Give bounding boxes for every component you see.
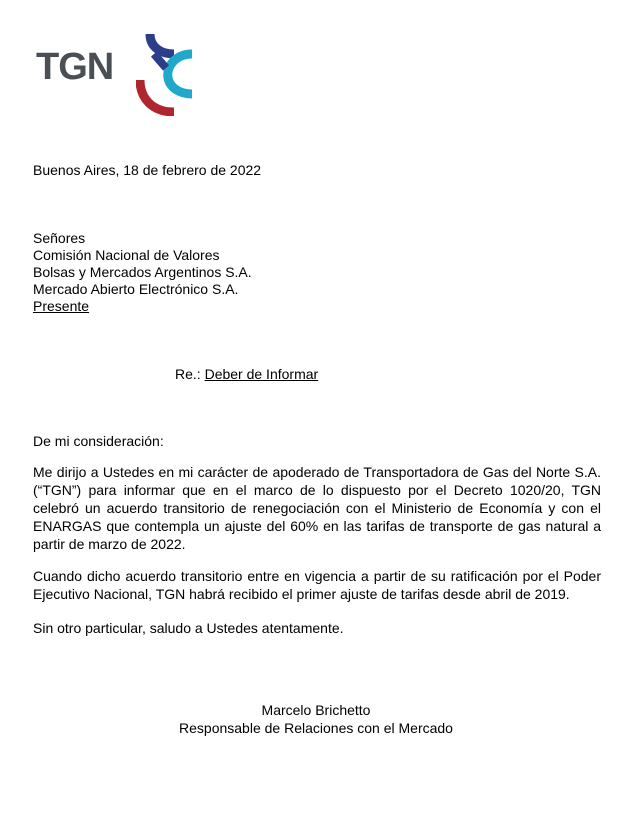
signature-name: Marcelo Brichetto — [261, 702, 371, 718]
body-paragraph: Cuando dicho acuerdo transitorio entre en vigencia a partir de su ratificación por el Poder Ejecutivo Nacional, TGN habrá recibido el primer ajuste de tarifas desde abril de 2019. — [33, 568, 601, 602]
recipient-presente: Presente — [33, 298, 90, 314]
closing-paragraph: Sin otro particular, saludo a Ustedes atentamente. — [33, 620, 344, 636]
recipient-line: Mercado Abierto Electrónico S.A. — [33, 281, 239, 297]
recipient-salutation: Señores — [33, 230, 86, 246]
recipient-line: Bolsas y Mercados Argentinos S.A. — [33, 264, 252, 280]
logo-cyan-arc — [168, 54, 192, 94]
greeting: De mi consideración: — [33, 433, 164, 449]
signature-title: Responsable de Relaciones con el Mercado — [179, 720, 453, 736]
letter-date: Buenos Aires, 18 de febrero de 2022 — [33, 162, 262, 178]
logo-blue-arc — [150, 34, 174, 54]
reference-subject: Deber de Informar — [204, 366, 319, 382]
body-paragraph: Me dirijo a Ustedes en mi carácter de apoderado de Transportadora de Gas del Norte S.A. (“TGN”) para informar que en el marco de lo dispuesto por el Decreto 1020/20, TGN celebró un acuerdo transitorio de renegociación con el Ministerio de Economía y con el ENARGAS que contempla un ajuste del 60% en las tarifas de transporte de gas natural a partir de marzo de 2022. — [33, 464, 601, 552]
logo-text: TGN — [36, 46, 114, 88]
reference-line — [175, 366, 318, 383]
reference-label: Re.: — [175, 366, 201, 382]
recipient-line: Comisión Nacional de Valores — [33, 247, 220, 263]
company-logo — [36, 32, 196, 116]
logo-mark-icon — [136, 32, 196, 116]
